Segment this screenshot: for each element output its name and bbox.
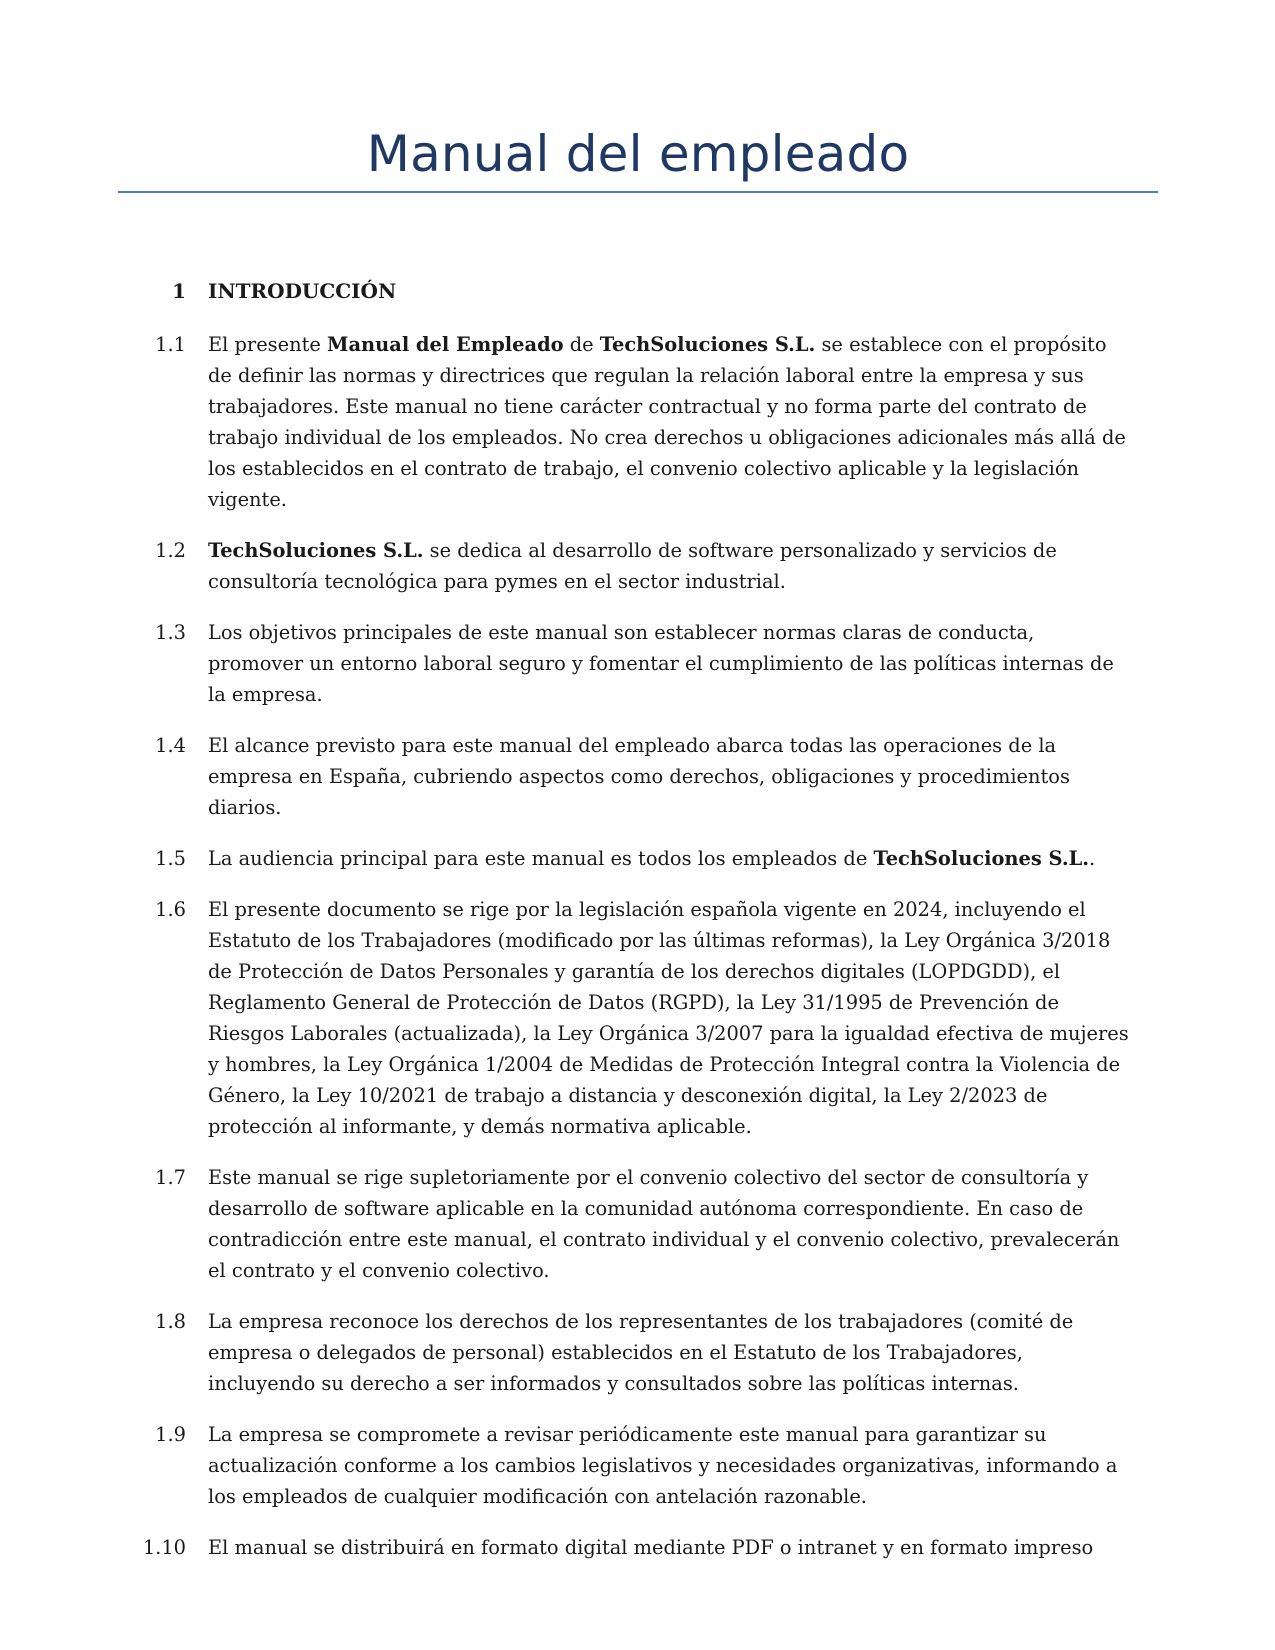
clause-text-run: Los objetivos principales de este manual son establecer normas claras de conducta, promover un entorno laboral seguro y fomentar el cumplimiento de las políticas internas de la empresa. bbox=[208, 621, 1114, 706]
clause-1-4 bbox=[0, 730, 1275, 823]
clause-text bbox=[208, 1419, 1134, 1512]
section-title: INTRODUCCIÓN bbox=[208, 279, 397, 303]
clause-text-run: El manual se distribuirá en formato digital mediante PDF o intranet y en formato impreso bbox=[208, 1536, 1094, 1559]
clause-text-run: . bbox=[1089, 847, 1096, 870]
clause-1-7 bbox=[0, 1162, 1275, 1286]
clause-text bbox=[208, 1162, 1134, 1286]
clause-number: 1.8 bbox=[155, 1310, 186, 1333]
clause-text-bold: TechSoluciones S.L. bbox=[208, 539, 424, 562]
clause-number: 1.6 bbox=[155, 898, 186, 921]
clause-text-bold: Manual del Empleado bbox=[327, 333, 564, 356]
clause-1-2 bbox=[0, 535, 1275, 597]
section-heading bbox=[140, 276, 397, 306]
clause-number: 1.9 bbox=[155, 1423, 186, 1446]
section-number: 1 bbox=[172, 279, 186, 303]
clause-text bbox=[208, 730, 1134, 823]
clause-text-run: de bbox=[563, 333, 600, 356]
clause-text bbox=[208, 843, 1134, 874]
clause-text-bold: TechSoluciones S.L. bbox=[599, 333, 816, 356]
clause-1-6 bbox=[0, 894, 1275, 1142]
clause-list bbox=[0, 329, 1275, 1583]
clause-text bbox=[208, 1306, 1134, 1399]
clause-text bbox=[208, 535, 1134, 597]
clause-1-1 bbox=[0, 329, 1275, 515]
clause-number: 1.2 bbox=[155, 539, 186, 562]
clause-number: 1.4 bbox=[155, 734, 186, 757]
clause-text bbox=[208, 329, 1134, 515]
clause-1-3 bbox=[0, 617, 1275, 710]
clause-number: 1.10 bbox=[142, 1536, 186, 1559]
clause-number: 1.3 bbox=[155, 621, 186, 644]
clause-text-run: se establece con el propósito de definir las normas y directrices que regulan la relación laboral entre la empresa y sus trabajadores. Este manual no tiene carácter contractual y no forma parte del contrato de trabajo individual de los empleados. No crea derechos u obligaciones adicionales más allá de los establecidos en el contrato de trabajo, el convenio colectivo aplicable y la legislación vigente. bbox=[208, 333, 1126, 511]
clause-text-run: La empresa reconoce los derechos de los representantes de los trabajadores (comité de empresa o delegados de personal) establecidos en el Estatuto de los Trabajadores, incluyendo su derecho a ser informados y consultados sobre las políticas internas. bbox=[208, 1310, 1074, 1395]
clause-1-9 bbox=[0, 1419, 1275, 1512]
clause-text bbox=[208, 1532, 1134, 1563]
clause-text-run: La empresa se compromete a revisar periódicamente este manual para garantizar su actualización conforme a los cambios legislativos y necesidades organizativas, informando a los empleados de cualquier modificación con antelación razonable. bbox=[208, 1423, 1118, 1508]
document-title: Manual del empleado bbox=[366, 125, 910, 183]
clause-text-run: El alcance previsto para este manual del empleado abarca todas las operaciones de la empresa en España, cubriendo aspectos como derechos, obligaciones y procedimientos diarios. bbox=[208, 734, 1070, 819]
clause-text-run: El presente bbox=[208, 333, 328, 356]
clause-number: 1.5 bbox=[155, 847, 186, 870]
clause-text bbox=[208, 894, 1134, 1142]
title-underline bbox=[118, 191, 1158, 193]
clause-text-run: La audiencia principal para este manual es todos los empleados de bbox=[208, 847, 874, 870]
clause-1-8 bbox=[0, 1306, 1275, 1399]
clause-text bbox=[208, 617, 1134, 710]
clause-number: 1.7 bbox=[155, 1166, 186, 1189]
clause-number: 1.1 bbox=[155, 333, 186, 356]
clause-1-10 bbox=[0, 1532, 1275, 1563]
clause-text-run: El presente documento se rige por la legislación española vigente en 2024, incluyendo el Estatuto de los Trabajadores (modificado por las últimas reformas), la Ley Orgánica 3/2018 de Protección de Datos Personales y garantía de los derechos digitales (LOPDGDD), el Reglamento General de Protección de Datos (RGPD), la Ley 31/1995 de Prevención de Riesgos Laborales (actualizada), la Ley Orgánica 3/2007 para la igualdad efectiva de mujeres y hombres, la Ley Orgánica 1/2004 de Medidas de Protección Integral contra la Violencia de Género, la Ley 10/2021 de trabajo a distancia y desconexión digital, la Ley 2/2023 de protección al informante, y demás normativa aplicable. bbox=[208, 898, 1129, 1138]
clause-text-bold: TechSoluciones S.L. bbox=[873, 847, 1089, 870]
clause-1-5 bbox=[0, 843, 1275, 874]
clause-text-run: se dedica al desarrollo de software personalizado y servicios de consultoría tecnológica para pymes en el sector industrial. bbox=[208, 539, 1057, 593]
clause-text-run: Este manual se rige supletoriamente por el convenio colectivo del sector de consultoría y desarrollo de software aplicable en la comunidad autónoma correspondiente. En caso de contradicción entre este manual, el contrato individual y el convenio colectivo, prevalecerán el contrato y el convenio colectivo. bbox=[208, 1166, 1120, 1282]
